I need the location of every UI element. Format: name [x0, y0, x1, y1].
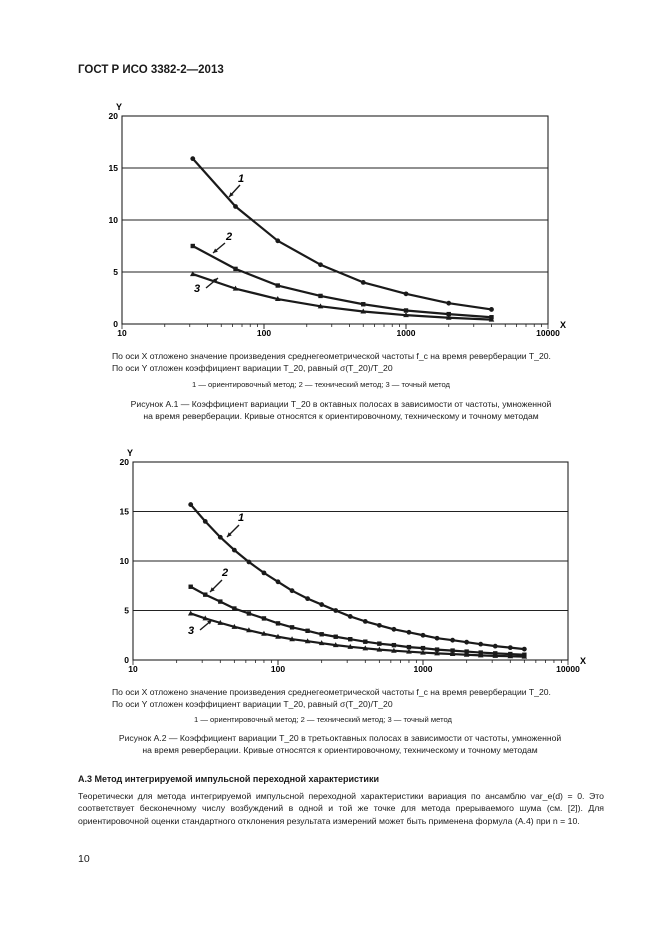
series-1-point [493, 644, 498, 649]
series-1-point [333, 608, 338, 613]
series-1-point [348, 614, 353, 619]
y-tick-label: 15 [108, 163, 118, 173]
series-2-point [218, 599, 222, 603]
document-header: ГОСТ Р ИСО 3382-2—2013 [78, 64, 224, 76]
fig2-y-note: По оси Y отложен коэффициент вариации T_20, равный σ(T_20)/T_20 [112, 699, 393, 709]
y-tick-label: 20 [119, 457, 129, 467]
series-1-point [276, 579, 281, 584]
fig1-caption-line1: Рисунок А.1 — Коэффициент вариации T_20 в октавных полосах в зависимости от частоты, умноженной [130, 399, 552, 409]
fig2-caption-line1: Рисунок А.2 — Коэффициент вариации T_20 в третьоктавных полосах в зависимости от частоты, умноженной [118, 733, 562, 743]
series-3-point [188, 610, 194, 615]
series-1-point [290, 588, 295, 593]
series-2-point [392, 643, 396, 647]
series-1-point [319, 602, 324, 607]
x-tick-label: 10 [117, 328, 127, 338]
y-axis-label: Y [116, 102, 123, 112]
series-1-point [247, 560, 252, 565]
series-1-point [218, 535, 223, 540]
y-tick-label: 0 [113, 319, 118, 329]
series-1-point [232, 548, 237, 553]
series-1-label: 1 [238, 173, 245, 185]
series-2-label: 2 [226, 231, 233, 243]
y-tick-label: 10 [119, 556, 129, 566]
series-2-point [189, 585, 193, 589]
series-2-point [203, 592, 207, 596]
series-1-point [305, 596, 310, 601]
page-number: 10 [78, 853, 90, 865]
series-2-point [407, 645, 411, 649]
x-axis-label: X [560, 320, 567, 330]
fig2-x-note: По оси X отложено значение произведения среднегеометрической частоты f_c на время реверберации T_20. [112, 687, 551, 697]
series-1-point [508, 645, 513, 650]
y-tick-label: 5 [113, 267, 118, 277]
series-1-point [522, 647, 527, 652]
series-1-point [478, 642, 483, 647]
series-1-point [421, 633, 426, 638]
series-3-label: 3 [188, 625, 195, 637]
x-tick-label: 1000 [413, 664, 433, 674]
series-2-point [305, 629, 309, 633]
y-axis-label: Y [127, 448, 134, 458]
series-2-point [363, 639, 367, 643]
series-2-point [276, 621, 280, 625]
fig1-x-note: По оси X отложено значение произведения среднегеометрической частоты f_c на время реверберации T_20. [112, 351, 551, 361]
series-2-point [247, 611, 251, 615]
series-2-point [334, 635, 338, 639]
series-2-point [319, 632, 323, 636]
series-2-line [191, 587, 525, 655]
series-1-point [450, 638, 455, 643]
series-3-label: 3 [194, 283, 201, 295]
series-1-point [464, 640, 469, 645]
series-1-point [435, 636, 440, 641]
series-2-label: 2 [222, 567, 229, 579]
y-tick-label: 5 [124, 605, 129, 616]
series-1-point [188, 502, 193, 507]
y-tick-label: 15 [119, 506, 129, 517]
x-tick-label: 1000 [396, 328, 416, 338]
body-paragraph: Теоретически для метода интегрируемой импульсной переходной характеристики вариация по ансамблю var_e(d) = 0. Это соответствует бесконечному числу возбуждений в одной и той же точке для метода прерываемого шума (см. [2]). Для ориентировочной оценки стандартного отклонения результата измерений может быть применена формула (А.4) при n = 10. [78, 791, 604, 826]
series-1-point [363, 619, 368, 624]
series-1-label: 1 [238, 512, 245, 524]
x-tick-label: 10000 [536, 328, 560, 338]
series-1-point [392, 627, 397, 632]
series-2-point [262, 616, 266, 620]
fig1-caption-line2: на время реверберации. Кривые относятся к ориентировочному, техническому и точному методам [143, 411, 539, 421]
fig1-y-note: По оси Y отложен коэффициент вариации T_20, равный σ(T_20)/T_20 [112, 363, 393, 373]
y-tick-label: 10 [108, 215, 118, 225]
fig1-caption [88, 398, 594, 422]
section-title: А.3 Метод интегрируемой импульсной переходной характеристики [78, 774, 379, 784]
fig2-legend: 1 — ориентировочный метод; 2 — технический метод; 3 — точный метод [194, 715, 452, 724]
x-axis-label: X [580, 656, 587, 666]
series-2-point [348, 637, 352, 641]
series-2-point [377, 641, 381, 645]
fig1-legend: 1 — ориентировочный метод; 2 — технический метод; 3 — точный метод [192, 380, 450, 389]
series-1-point [377, 623, 382, 628]
y-tick-label: 0 [124, 655, 129, 665]
fig2-caption [70, 732, 610, 756]
series-2-point [290, 625, 294, 629]
series-2-point [232, 606, 236, 610]
series-1-point [262, 570, 267, 575]
series-1-point [407, 630, 412, 635]
x-tick-label: 100 [270, 664, 286, 674]
x-tick-label: 100 [256, 328, 272, 338]
x-tick-label: 10000 [556, 664, 580, 674]
series-1-point [203, 519, 208, 524]
y-tick-label: 20 [108, 111, 118, 121]
fig2-caption-line2: на время реверберации. Кривые относятся к ориентировочному, техническому и точному методам [142, 745, 538, 755]
x-tick-label: 10 [128, 664, 138, 674]
